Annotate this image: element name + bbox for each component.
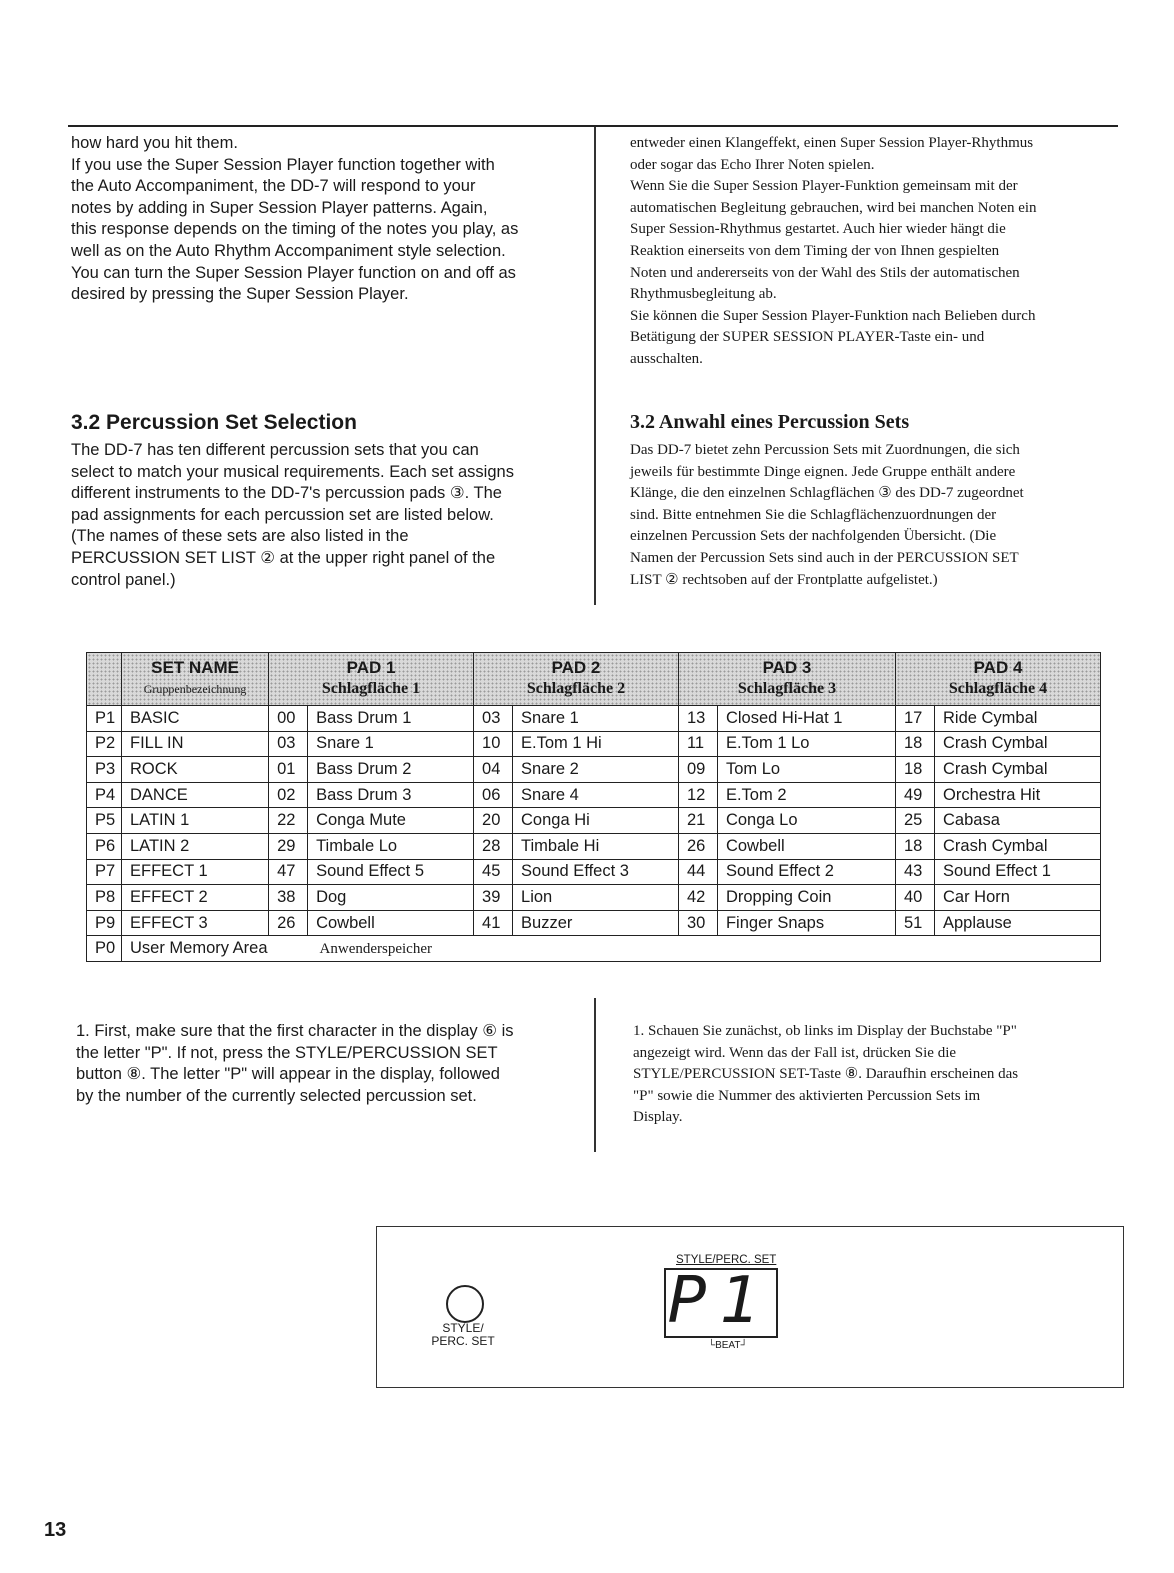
- pad-instrument: Sound Effect 2: [717, 859, 895, 885]
- pad-number: 26: [678, 833, 717, 859]
- pad-instrument: Crash Cymbal: [935, 731, 1101, 757]
- pad-instrument: E.Tom 1 Hi: [513, 731, 679, 757]
- pad-instrument: E.Tom 2: [717, 782, 895, 808]
- set-id: P9: [87, 910, 122, 936]
- set-id: P3: [87, 757, 122, 783]
- pad-number: 06: [474, 782, 513, 808]
- set-name: User Memory Area: [130, 939, 268, 958]
- pad-instrument: Buzzer: [513, 910, 679, 936]
- style-perc-set-button[interactable]: [446, 1285, 484, 1323]
- header-pad-1: PAD 1 Schlagfläche 1: [269, 653, 474, 706]
- pad-number: 22: [269, 808, 308, 834]
- pad-number: 02: [269, 782, 308, 808]
- pad-number: 43: [896, 859, 935, 885]
- set-name: FILL IN: [122, 731, 269, 757]
- header-pad-4: PAD 4 Schlagfläche 4: [896, 653, 1101, 706]
- percussion-set-table: [86, 652, 1101, 962]
- section-heading-en: 3.2 Percussion Set Selection: [71, 411, 357, 434]
- pad-instrument: Timbale Lo: [308, 833, 474, 859]
- pad-instrument: Bass Drum 3: [308, 782, 474, 808]
- step-1-de: 1. Schauen Sie zunächst, ob links im Display der Buchstabe "P" angezeigt wird. Wenn das der Fall ist, drücken Sie die STYLE/PERCUSSION SET-Taste ⑧. Daraufhin erscheinen das "P" sowie die Nummer des aktivierten Percussion Sets im Display.: [633, 1023, 1019, 1126]
- table-row: [87, 782, 1101, 808]
- pad-instrument: Dropping Coin: [717, 885, 895, 911]
- set-id: P1: [87, 706, 122, 732]
- pad-number: 49: [896, 782, 935, 808]
- pad-number: 28: [474, 833, 513, 859]
- pad-number: 51: [896, 910, 935, 936]
- column-divider-top: [594, 127, 596, 605]
- pad-instrument: Bass Drum 2: [308, 757, 474, 783]
- pad-instrument: Crash Cymbal: [935, 757, 1101, 783]
- set-id: P2: [87, 731, 122, 757]
- pad-instrument: Conga Mute: [308, 808, 474, 834]
- set-id: P0: [87, 936, 122, 962]
- top-rule: [68, 125, 1118, 127]
- pad-number: 18: [896, 757, 935, 783]
- pad-number: 38: [269, 885, 308, 911]
- pad-number: 03: [269, 731, 308, 757]
- pad-instrument: Sound Effect 3: [513, 859, 679, 885]
- pad-number: 17: [896, 706, 935, 732]
- pad-number: 10: [474, 731, 513, 757]
- table-row: [87, 731, 1101, 757]
- pad-instrument: Cabasa: [935, 808, 1101, 834]
- pad-number: 18: [896, 833, 935, 859]
- page-number: 13: [44, 1519, 67, 1541]
- display-title: STYLE/PERC. SET: [676, 1254, 777, 1266]
- lcd-display: P1: [664, 1268, 778, 1338]
- table-header-row: [87, 653, 1101, 706]
- pad-number: 18: [896, 731, 935, 757]
- header-corner: [87, 653, 122, 706]
- section-body-de: Das DD-7 bietet zehn Percussion Sets mit Zuordnungen, die sich jeweils für bestimmte Dinge eignen. Jede Gruppe enthält andere Klänge, die den einzelnen Schlagflächen ③ des DD-7 zugeordnet sind. Bitte entnehmen Sie die Schlagflächenzuordnungen der einzelnen Percussion Sets der nachfolgenden Übersicht. (Die Namen der Percussion Sets sind auch in der PERCUSSION SET LIST ② rechtsoben auf der Frontplatte aufgelistet.): [630, 442, 1024, 588]
- pad-instrument: Snare 4: [513, 782, 679, 808]
- table-row-user-memory: [87, 936, 1101, 962]
- pad-instrument: Conga Hi: [513, 808, 679, 834]
- pad-instrument: Finger Snaps: [717, 910, 895, 936]
- header-pad-3: PAD 3 Schlagfläche 3: [678, 653, 895, 706]
- pad-number: 11: [678, 731, 717, 757]
- step-1-en: 1. First, make sure that the first character in the display ⑥ is the letter "P". If not, press the STYLE/PERCUSSION SET button ⑧. The letter "P" will appear in the display, followed by the number of the currently selected percussion set.: [76, 1022, 514, 1105]
- set-id: P5: [87, 808, 122, 834]
- set-name: LATIN 1: [122, 808, 269, 834]
- header-pad-2: PAD 2 Schlagfläche 2: [474, 653, 679, 706]
- set-name: EFFECT 3: [122, 910, 269, 936]
- pad-instrument: Crash Cymbal: [935, 833, 1101, 859]
- pad-instrument: Lion: [513, 885, 679, 911]
- pad-instrument: Tom Lo: [717, 757, 895, 783]
- table-row: [87, 706, 1101, 732]
- set-id: P7: [87, 859, 122, 885]
- pad-instrument: Applause: [935, 910, 1101, 936]
- set-id: P4: [87, 782, 122, 808]
- table-row: [87, 757, 1101, 783]
- pad-number: 47: [269, 859, 308, 885]
- set-name: ROCK: [122, 757, 269, 783]
- pad-instrument: Cowbell: [717, 833, 895, 859]
- pad-number: 04: [474, 757, 513, 783]
- pad-number: 09: [678, 757, 717, 783]
- set-id: P6: [87, 833, 122, 859]
- intro-text-en: how hard you hit them. If you use the Super Session Player function together with the Auto Accompaniment, the DD-7 will respond to your notes by adding in Super Session Player patterns. Again, this response depends on the timing of the notes you play, as well as on the Auto Rhythm Accompaniment style selection. You can turn the Super Session Player function on and off as desired by pressing the Super Session Player.: [71, 134, 519, 304]
- table-row: [87, 808, 1101, 834]
- pad-number: 44: [678, 859, 717, 885]
- pad-number: 41: [474, 910, 513, 936]
- pad-instrument: Snare 2: [513, 757, 679, 783]
- pad-number: 30: [678, 910, 717, 936]
- pad-instrument: Sound Effect 5: [308, 859, 474, 885]
- user-memory-cell: [122, 936, 1101, 962]
- set-name: BASIC: [122, 706, 269, 732]
- pad-instrument: Snare 1: [513, 706, 679, 732]
- set-name-de: Anwenderspeicher: [319, 941, 432, 958]
- pad-number: 00: [269, 706, 308, 732]
- pad-instrument: Timbale Hi: [513, 833, 679, 859]
- table-body: [87, 706, 1101, 962]
- beat-indicator: └BEAT┘: [708, 1340, 748, 1351]
- pad-number: 12: [678, 782, 717, 808]
- set-name: EFFECT 2: [122, 885, 269, 911]
- pad-number: 42: [678, 885, 717, 911]
- pad-number: 01: [269, 757, 308, 783]
- pad-number: 20: [474, 808, 513, 834]
- pad-instrument: Conga Lo: [717, 808, 895, 834]
- pad-instrument: Snare 1: [308, 731, 474, 757]
- pad-instrument: Sound Effect 1: [935, 859, 1101, 885]
- column-divider-bottom: [594, 998, 596, 1152]
- style-perc-set-button-label: STYLE/ PERC. SET: [431, 1321, 495, 1348]
- pad-number: 29: [269, 833, 308, 859]
- pad-number: 39: [474, 885, 513, 911]
- set-name: DANCE: [122, 782, 269, 808]
- pad-number: 40: [896, 885, 935, 911]
- pad-instrument: Car Horn: [935, 885, 1101, 911]
- pad-instrument: Ride Cymbal: [935, 706, 1101, 732]
- section-heading-de: 3.2 Anwahl eines Percussion Sets: [630, 411, 910, 433]
- pad-instrument: Bass Drum 1: [308, 706, 474, 732]
- table-row: [87, 910, 1101, 936]
- pad-instrument: Orchestra Hit: [935, 782, 1101, 808]
- pad-instrument: Dog: [308, 885, 474, 911]
- header-set-name: SET NAME Gruppenbezeichnung: [122, 653, 269, 706]
- intro-text-de: entweder einen Klangeffekt, einen Super Session Player-Rhythmus oder sogar das Echo Ihrer Noten spielen. Wenn Sie die Super Session Player-Funktion gemeinsam mit der automatischen Begleitung gebrauchen, wird bei manchen Noten ein Super Session-Rhythmus gestartet. Auch hier wieder hängt die Reaktion einerseits von dem Timing der von Ihnen gespielten Noten und andererseits von der Wahl des Stils der automatischen Rhythmusbegleitung ab. Sie können die Super Session Player-Funktion nach Belieben durch Betätigung der SUPER SESSION PLAYER-Taste ein- und ausschalten.: [630, 135, 1037, 367]
- table-row: [87, 859, 1101, 885]
- pad-number: 26: [269, 910, 308, 936]
- pad-instrument: E.Tom 1 Lo: [717, 731, 895, 757]
- set-name: EFFECT 1: [122, 859, 269, 885]
- pad-number: 45: [474, 859, 513, 885]
- table-row: [87, 833, 1101, 859]
- set-id: P8: [87, 885, 122, 911]
- table-row: [87, 885, 1101, 911]
- set-name: LATIN 2: [122, 833, 269, 859]
- pad-instrument: Cowbell: [308, 910, 474, 936]
- section-body-en: The DD-7 has ten different percussion sets that you can select to match your musical requirements. Each set assigns different instruments to the DD-7's percussion pads ③. The pad assignments for each percussion set are listed below. (The names of these sets are also listed in the PERCUSSION SET LIST ② at the upper right panel of the control panel.): [71, 441, 514, 589]
- pad-instrument: Closed Hi-Hat 1: [717, 706, 895, 732]
- pad-number: 13: [678, 706, 717, 732]
- pad-number: 21: [678, 808, 717, 834]
- pad-number: 03: [474, 706, 513, 732]
- pad-number: 25: [896, 808, 935, 834]
